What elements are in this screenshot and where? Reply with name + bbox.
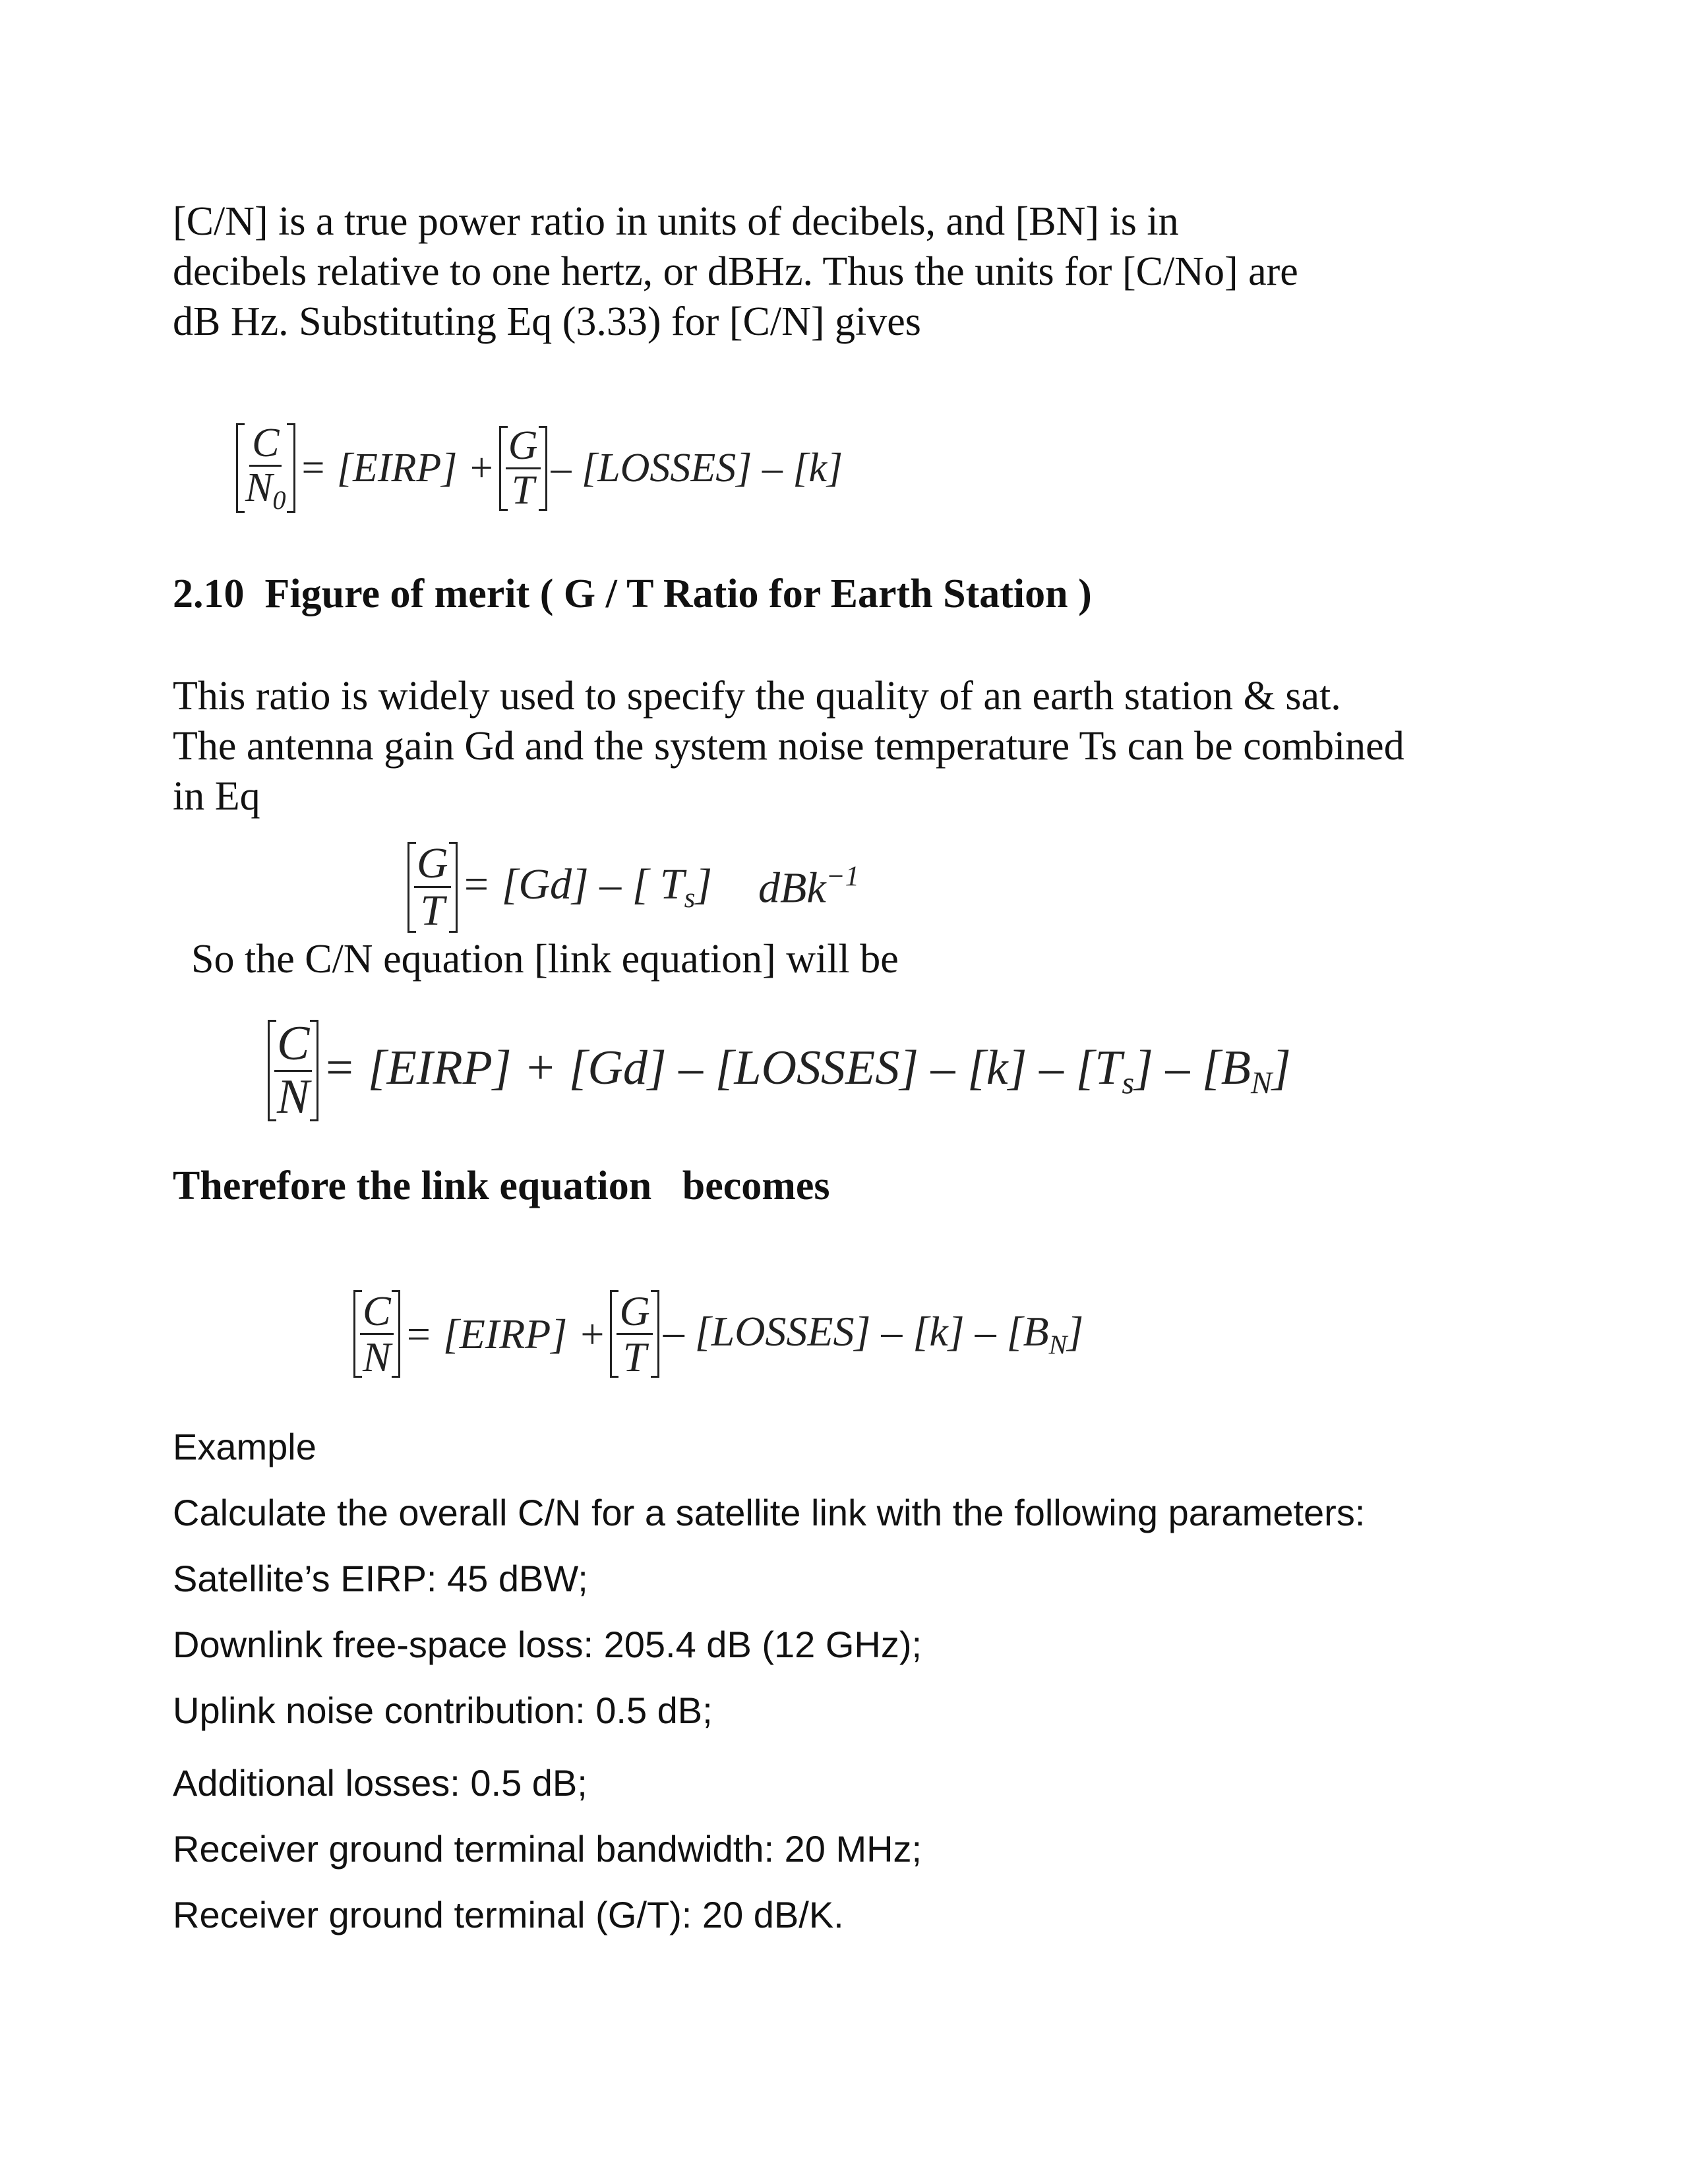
so-text: So the C/N equation [link equation] will be <box>191 937 899 982</box>
fraction-g-over-t <box>499 425 547 512</box>
ratio-line-1: This ratio is widely used to specify the quality of an earth station & sat. <box>173 674 1341 719</box>
equation-term: – [LOSSES] – [k] <box>551 445 843 490</box>
fraction-denominator: T <box>622 1334 647 1381</box>
equation-term: = [EIRP] + <box>299 445 495 490</box>
intro-line-2: decibels relative to one hertz, or dBHz. Thus the units for [C/No] are <box>173 249 1298 294</box>
section-heading: 2.10 Figure of merit ( G / T Ratio for Earth Station ) <box>173 572 1092 616</box>
fraction-g-over-t <box>407 841 458 934</box>
equation-term: = [EIRP] + [Gd] – [LOSSES] – $[k] - [T_s] - [B_N]$ <box>322 1040 1291 1101</box>
equation-link-final <box>349 1289 1083 1379</box>
fraction-denominator: N <box>363 1334 391 1381</box>
fraction-g-over-t <box>610 1289 659 1379</box>
fraction-numerator: C <box>360 1289 394 1335</box>
example-item: Receiver ground terminal bandwidth: 20 MHz; <box>173 1828 922 1870</box>
example-prompt: Calculate the overall C/N for a satellite link with the following parameters: <box>173 1492 1366 1533</box>
fraction-c-over-n <box>353 1289 400 1379</box>
fraction-denominator: T <box>511 467 535 513</box>
fraction-numerator: G <box>617 1289 652 1335</box>
fraction-numerator: C <box>249 422 282 467</box>
intro-line-1: [C/N] is a true power ratio in units of decibels, and [BN] is in <box>173 199 1179 244</box>
ratio-paragraph <box>173 671 1610 821</box>
example-item: Uplink noise contribution: 0.5 dB; <box>173 1690 713 1731</box>
therefore-heading: Therefore the link equation becomes <box>173 1164 830 1208</box>
example-item: Satellite’s EIRP: 45 dBW; <box>173 1558 588 1599</box>
fraction-denominator: T <box>420 887 445 935</box>
equation-unit: dBk$^{-1}$ <box>758 861 860 913</box>
equation-c-n0 <box>232 422 843 514</box>
example-item: Additional losses: 0.5 dB; <box>173 1762 588 1804</box>
equation-c-n-expanded <box>264 1018 1291 1123</box>
ratio-line-2: The antenna gain Gd and the system noise temperature Ts can be combined <box>173 724 1404 769</box>
example-title: Example <box>173 1426 316 1467</box>
fraction-c-over-n0 <box>236 422 295 514</box>
fraction-numerator: G <box>506 425 541 469</box>
fraction-numerator: C <box>274 1018 312 1072</box>
equation-term: – [LOSSES] – $[k] - [B_N]$ <box>663 1308 1084 1360</box>
equation-term: = [EIRP] + <box>404 1310 607 1357</box>
intro-paragraph <box>173 196 1610 347</box>
example-item: Downlink free-space loss: 205.4 dB (12 GHz); <box>173 1624 922 1665</box>
ratio-line-3: in Eq <box>173 774 260 819</box>
fraction-denominator: N <box>277 1069 310 1124</box>
fraction-numerator: G <box>414 841 451 888</box>
fraction-c-over-n <box>268 1018 318 1123</box>
example-item: Receiver ground terminal (G/T): 20 dB/K. <box>173 1894 844 1935</box>
equation-term: = [Gd] – [ $T_s$] <box>461 860 713 914</box>
fraction-denominator: $N_0$ <box>245 465 286 516</box>
intro-line-3: dB Hz. Substituting Eq (3.33) for [C/N] gives <box>173 299 921 344</box>
equation-g-over-t <box>404 841 859 934</box>
